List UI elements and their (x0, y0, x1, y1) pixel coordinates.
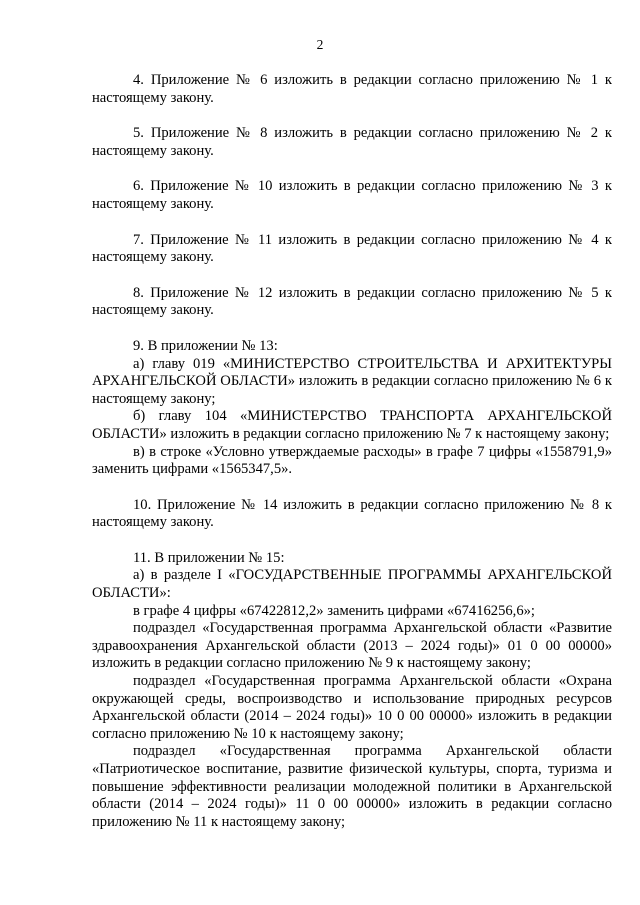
paragraph-item-5: 5. Приложение № 8 изложить в редакции согласно приложению № 2 к настоящему закону. (92, 125, 612, 159)
document-body (92, 72, 612, 831)
page-number: 2 (316, 37, 324, 52)
paragraph-item-10: 10. Приложение № 14 изложить в редакции согласно приложению № 8 к настоящему закону. (92, 496, 612, 531)
paragraph-item-11-heading: 11. В приложении № 15: (133, 549, 285, 566)
paragraph-item-9-c: в) в строке «Условно утверждаемые расходы» в графе 7 цифры «1558791,9» заменить цифрами «1565347,5». (92, 443, 612, 478)
paragraph-item-11-subsection-2: подраздел «Государственная программа Архангельской области «Охрана окружающей среды, воспроизводство и использование природных ресурсов Архангельской области (2014 – 2024 годы)» 10 0 00 00000» изложить в редакции согласно приложению № 10 к настоящему закону; (92, 673, 612, 742)
paragraph-item-9-a: а) главу 019 «МИНИСТЕРСТВО СТРОИТЕЛЬСТВА И АРХИТЕКТУРЫ АРХАНГЕЛЬСКОЙ ОБЛАСТИ» изложить в редакции согласно приложению № 6 к настоящему закону; (92, 355, 612, 407)
paragraph-item-11-subsection-3: подраздел «Государственная программа Архангельской области «Патриотическое воспитание, развитие физической культуры, спорта, туризма и повышение эффективности реализации молодежной политики в Архангельской области (2014 – 2024 годы)» 11 0 00 00000» изложить в редакции согласно приложению № 11 к настоящему закону; (92, 743, 612, 830)
paragraph-item-8: 8. Приложение № 12 изложить в редакции согласно приложению № 5 к настоящему закону. (92, 284, 612, 319)
paragraph-item-9-heading: 9. В приложении № 13: (133, 337, 278, 354)
paragraph-item-11-subsection-1: подраздел «Государственная программа Архангельской области «Развитие здравоохранения Архангельской области (2013 – 2024 годы)» 01 0 00 00000» изложить в редакции согласно приложению № 9 к настоящему закону; (92, 620, 612, 672)
paragraph-item-7: 7. Приложение № 11 изложить в редакции согласно приложению № 4 к настоящему закону. (92, 231, 612, 266)
paragraph-item-6: 6. Приложение № 10 изложить в редакции согласно приложению № 3 к настоящему закону. (92, 178, 612, 212)
paragraph-item-4: 4. Приложение № 6 изложить в редакции согласно приложению № 1 к настоящему закону. (92, 72, 612, 106)
paragraph-item-11-a: а) в разделе I «ГОСУДАРСТВЕННЫЕ ПРОГРАММЫ АРХАНГЕЛЬСКОЙ ОБЛАСТИ»: (92, 567, 612, 602)
paragraph-item-11-graph: в графе 4 цифры «67422812,2» заменить цифрами «67416256,6»; (133, 602, 535, 619)
paragraph-item-9-b: б) главу 104 «МИНИСТЕРСТВО ТРАНСПОРТА АРХАНГЕЛЬСКОЙ ОБЛАСТИ» изложить в редакции согласно приложению № 7 к настоящему закону; (92, 408, 612, 442)
